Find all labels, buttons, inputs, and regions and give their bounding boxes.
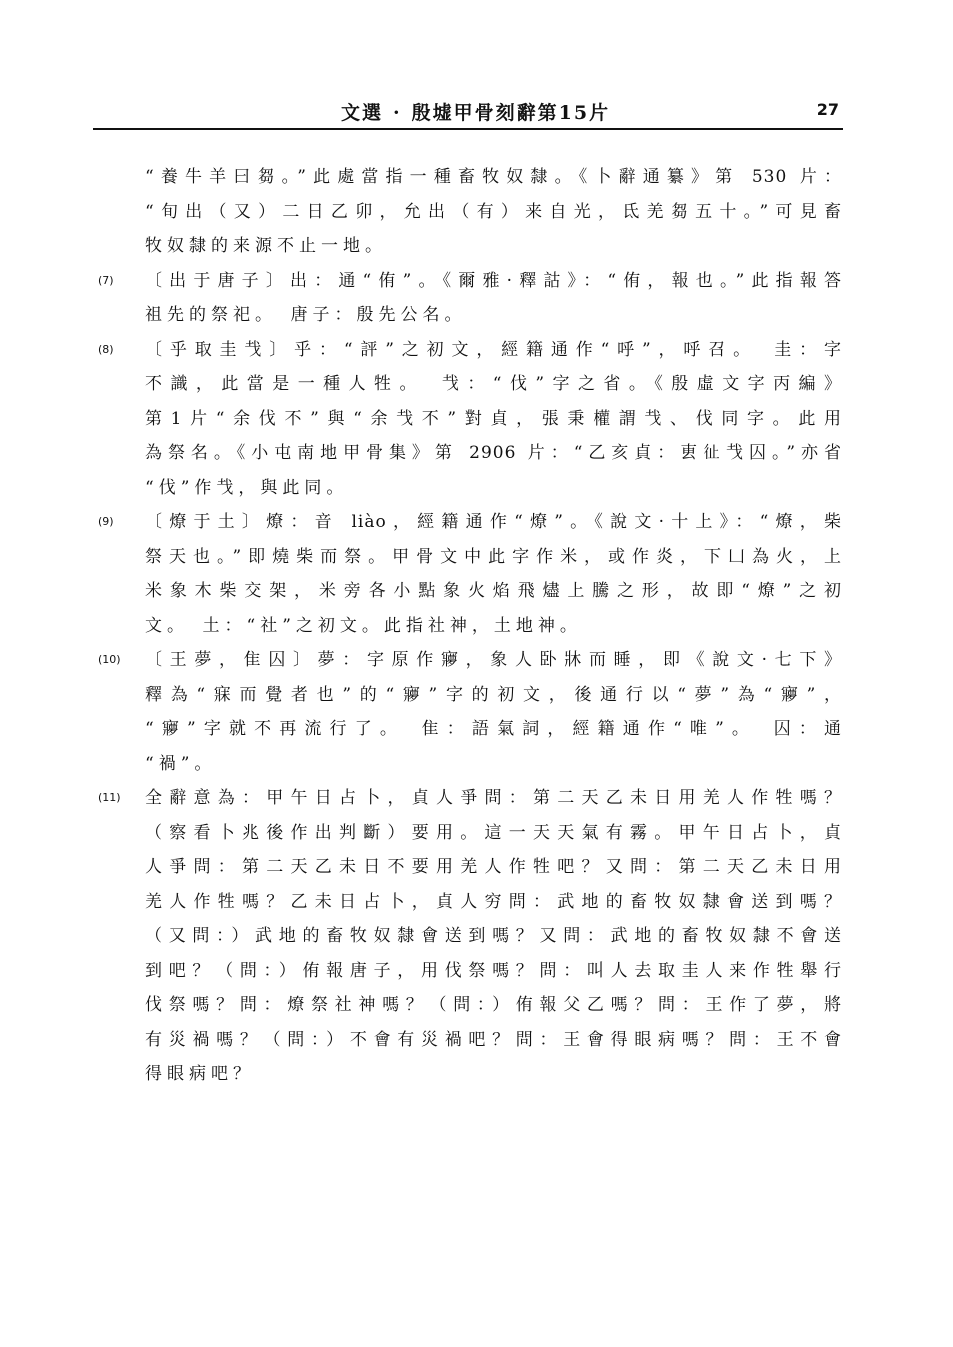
header-title: 文選 · 殷墟甲骨刻辭第15片: [341, 102, 611, 124]
text-line: [98, 781, 845, 816]
line-text: 〔乎取圭𢦏〕乎：“評”之初文，經籍通作“呼”，呼召。 圭：字: [145, 339, 842, 360]
text-line: [145, 367, 845, 402]
text-line: [145, 574, 845, 609]
text-line: [98, 505, 845, 540]
text-line: [145, 1057, 845, 1092]
line-text: 伐祭嗎？問：燎祭社神嗎？（問：）侑報父乙嗎？問：王作了夢，將: [145, 995, 842, 1015]
text-line: [145, 436, 845, 471]
line-text: 牧奴隸的来源不止一地。: [145, 236, 387, 256]
note-number: (10): [98, 653, 121, 666]
text-line: [145, 609, 845, 644]
text-line: [145, 885, 845, 920]
note-number: (7): [98, 273, 114, 287]
text-line: [145, 850, 845, 885]
line-text: “㝱”字就不再流行了。 隹：語氣詞，經籍通作“唯”。 囚：通: [145, 719, 842, 739]
text-line: [145, 402, 845, 437]
line-text: 〔燎于土〕燎：音 liào，經籍通作“燎”。《說文·十上》：“燎，柴: [145, 512, 842, 532]
text-line: [145, 298, 845, 333]
text-line: [145, 540, 845, 575]
line-text: 祖先的祭祀。 唐子：殷先公名。: [145, 305, 467, 325]
line-text: 第1片“余伐不”與“余𢦏不”對貞，張秉權謂𢦏、伐同字。此用: [145, 408, 842, 429]
text-line: [145, 195, 845, 230]
line-text: 釋為“寐而覺者也”的“㝱”字的初文，後通行以“夢”為“㝱”，: [145, 684, 842, 705]
line-text: 羌人作牲嗎？乙未日占卜，貞人穷問：武地的畜牧奴隸會送到嗎？: [145, 891, 842, 912]
text-line: [98, 264, 845, 299]
text-line: [145, 160, 845, 195]
text-line: [145, 988, 845, 1023]
line-text: 文。 土：“社”之初文。此指社神，土地神。: [145, 615, 582, 636]
page-number: 27: [816, 100, 839, 119]
text-line: [145, 816, 845, 851]
section-label: 文選: [341, 102, 384, 124]
note-number: (8): [98, 342, 114, 356]
text-line: [145, 954, 845, 989]
line-text: （察看卜兆後作出判斷）要用。這一天天氣有霧。甲午日占卜，貞: [145, 822, 842, 843]
header-rule: [93, 128, 843, 130]
line-text: （又問：）武地的畜牧奴隸會送到嗎？又問：武地的畜牧奴隸不會送: [145, 926, 842, 946]
line-text: 為祭名。《小屯南地甲骨集》第 2906 片：“乙亥貞：叀𢓊𢦏囚。”亦省: [145, 443, 842, 463]
text-line: [145, 678, 845, 713]
note-number: (9): [98, 515, 114, 528]
text-line: [98, 333, 845, 368]
line-text: 有災禍嗎？（問：）不會有災禍吧？問：王會得眼病嗎？問：王不會: [145, 1029, 842, 1050]
running-header: [93, 94, 843, 130]
line-text: “旬出（又）二日乙卯，允出（有）来自光，氐羌芻五十。”可見畜: [145, 201, 842, 222]
line-text: 人爭問：第二天乙未日不要用羌人作牲吧？又問：第二天乙未日用: [145, 857, 842, 877]
text-line: [145, 229, 845, 264]
text-line: [145, 1023, 845, 1058]
line-text: 不識，此當是一種人牲。 𢦏：“伐”字之省。《殷虛文字丙編》: [145, 374, 842, 394]
text-line: [145, 747, 845, 782]
text-line: [145, 712, 845, 747]
line-text: 〔出于唐子〕出：通“侑”。《爾雅·釋詁》：“侑，報也。”此指報答: [145, 270, 842, 291]
line-text: 米象木柴交架，米旁各小點象火焰飛燼上騰之形，故即“燎”之初: [145, 581, 842, 601]
line-text: 全辭意為：甲午日占卜，貞人爭問：第二天乙未日用羌人作牲嗎？: [145, 788, 842, 808]
line-text: 得眼病吧？: [145, 1064, 255, 1084]
line-text: 祭天也。”即燒柴而祭。甲骨文中此字作米，或作炎，下凵為火，上: [145, 546, 842, 567]
note-number: (11): [98, 791, 121, 804]
line-text: “養牛羊曰芻。”此處當指一種畜牧奴隸。《卜辭通纂》第 530 片：: [145, 167, 842, 187]
line-text: “禍”。: [145, 753, 217, 774]
notes-body: [98, 160, 845, 1092]
line-text: 〔王夢，隹囚〕夢：字原作㝱，象人卧牀而睡，即《說文·七下》: [145, 650, 842, 670]
line-text: “伐”作𢦏，與此同。: [145, 477, 349, 498]
text-line: [145, 919, 845, 954]
text-line: [145, 471, 845, 506]
piece-title: 殷墟甲骨刻辭第15片: [411, 102, 611, 124]
line-text: 到吧？（問：）侑報唐子，用伐祭嗎？問：叫人去取圭人来作牲舉行: [145, 960, 842, 981]
text-line: [98, 643, 845, 678]
